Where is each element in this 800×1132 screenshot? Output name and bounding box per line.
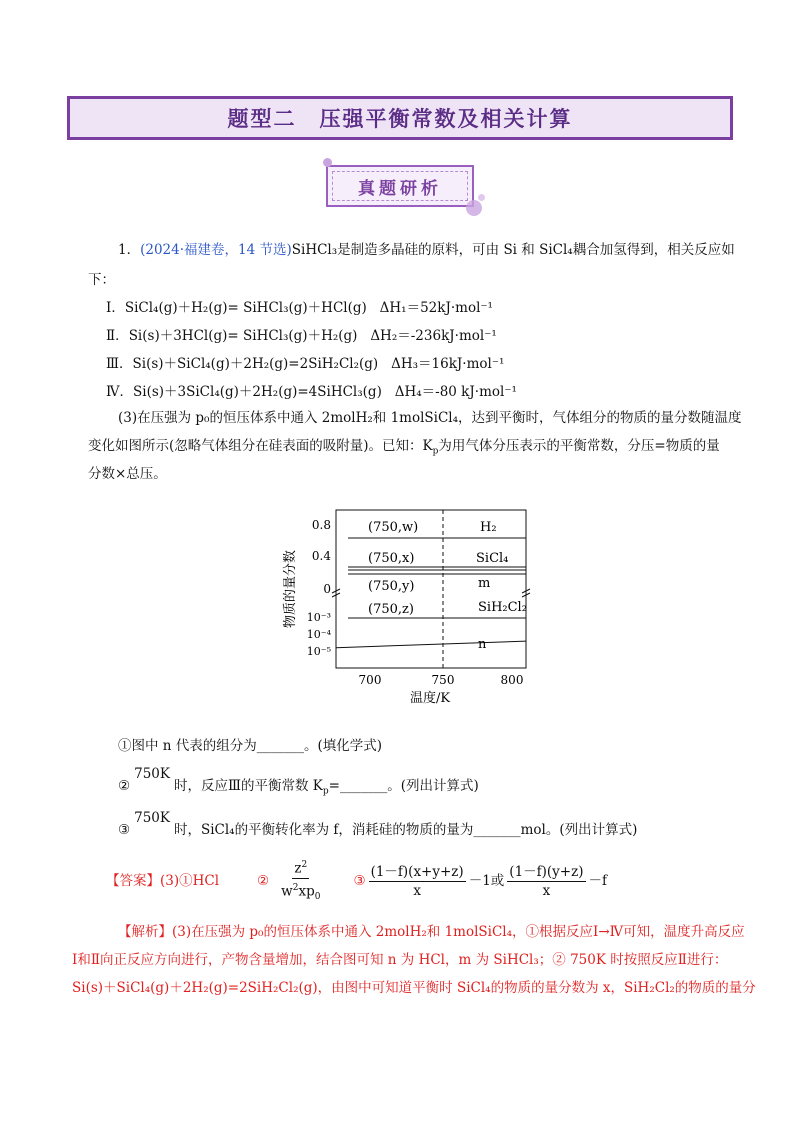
question-intro-cont: 下：: [88, 272, 115, 288]
part3-line: 分数×总压。: [88, 466, 167, 482]
badge-label: 真题研析: [358, 178, 442, 199]
badge-dot-icon: [323, 158, 332, 167]
sub-question-3: ③750K时，SiCl₄的平衡转化率为 f，消耗硅的物质的量为_______mol。(列出计算式): [118, 810, 638, 838]
x-tick-label: 800: [500, 673, 524, 687]
series-label-sih2cl2: SiH₂Cl₂: [478, 600, 527, 615]
annotation-x: (750,x): [368, 551, 415, 566]
annotation-z: (750,z): [368, 602, 414, 617]
section-banner: [67, 96, 733, 140]
y-tick-label: 10⁻⁵: [306, 645, 331, 658]
series-line-n: [336, 641, 526, 648]
analysis-line: Si(s)＋SiCl₄(g)＋2H₂(g)=2SiH₂Cl₂(g)，由图中可知道平衡时 SiCl₄的物质的量分数为 x，SiH₂Cl₂的物质的量分: [72, 980, 756, 996]
y-tick-label: 0.4: [311, 549, 331, 563]
part3-line: 变化如图所示(忽略气体组分在硅表面的吸附量)。已知：$K_p$为用气体分压表示的平衡常数，分压=物质的量: [88, 438, 720, 457]
answer-label: 【答案】(3)①HCl: [106, 873, 220, 889]
y-tick-label: 0.8: [311, 518, 331, 532]
part3-line: (3)在压强为 p₀的恒压体系中通入 2molH₂和 1molSiCl₄，达到平衡时，气体组分的物质的量分数随温度: [118, 410, 742, 426]
x-tick-label: 700: [358, 673, 382, 687]
badge-dot-icon: [478, 194, 485, 201]
y-tick-label: 0: [323, 582, 331, 596]
reaction-row: Ⅱ．Si(s)＋3HCl(g)= SiHCl₃(g)＋H₂(g) ΔH₂＝-236kJ·mol⁻¹: [106, 328, 497, 344]
answer-block: 【答案】(3)①HCl ② $\frac{z^2}{w^2xp_0}$ ③ $\frac{(1-f)(x+y+z)}{x}$ －1或 $\frac{(1-f)(y+z)}{x}$ －f: [106, 858, 607, 904]
analysis-line: 【解析】(3)在压强为 p₀的恒压体系中通入 2molH₂和 1molSiCl₄，①根据反应Ⅰ→Ⅳ可知，温度升高反应: [118, 924, 745, 940]
series-label-sicl4: SiCl₄: [476, 551, 509, 566]
series-label-n: n: [478, 637, 487, 652]
y-tick-label: 10⁻⁴: [306, 628, 331, 641]
answer-fraction-1: $\frac{(1-f)(x+y+z)}{x}$: [370, 863, 464, 899]
y-tick-label: 10⁻³: [306, 611, 331, 624]
annotation-w: (750,w): [368, 520, 419, 535]
sub-question-1: ①图中 n 代表的组分为_______。(填化学式): [118, 738, 383, 754]
section-title: 题型二 压强平衡常数及相关计算: [227, 107, 573, 131]
chart-svg: [280, 505, 540, 705]
reaction-row: Ⅲ．Si(s)＋SiCl₄(g)＋2H₂(g)=2SiH₂Cl₂(g) ΔH₃＝16kJ·mol⁻¹: [106, 356, 505, 372]
reaction-row: Ⅳ．Si(s)＋3SiCl₄(g)＋2H₂(g)=4SiHCl₃(g) ΔH₄＝-80 kJ·mol⁻¹: [106, 384, 517, 400]
question-intro: 1．(2024·福建卷，14 节选)SiHCl₃是制造多晶硅的原料，可由 Si 和 SiCl₄耦合加氢得到，相关反应如: [118, 242, 735, 258]
answer-fraction-kp: $\frac{z^2}{w^2xp_0}$: [281, 856, 320, 906]
x-axis-label: 温度/K: [409, 691, 451, 705]
series-label-m: m: [478, 576, 491, 591]
question-source: (2024·福建卷，14 节选): [140, 242, 292, 258]
badge-zhenti: [326, 165, 474, 207]
y-axis-label: 物质的量分数: [283, 549, 298, 629]
reaction-row: Ⅰ．SiCl₄(g)＋H₂(g)= SiHCl₃(g)＋HCl(g) ΔH₁＝52kJ·mol⁻¹: [106, 300, 493, 316]
fraction-vs-temperature-chart: [280, 505, 540, 705]
badge-dot-icon: [466, 200, 482, 216]
sub-question-2: ②750K时，反应Ⅲ的平衡常数 $K_p=\_\_\_\_\_\_\_$。(列出计算式): [118, 766, 479, 797]
annotation-y: (750,y): [368, 579, 415, 594]
answer-fraction-2: $\frac{(1-f)(y+z)}{x}$: [509, 863, 584, 899]
analysis-line: Ⅰ和Ⅱ向正反应方向进行，产物含量增加，结合图可知 n 为 HCl，m 为 SiHCl₃；② 750K 时按照反应Ⅱ进行：: [72, 952, 728, 968]
x-tick-label: 750: [431, 673, 455, 687]
series-label-h2: H₂: [480, 520, 497, 535]
